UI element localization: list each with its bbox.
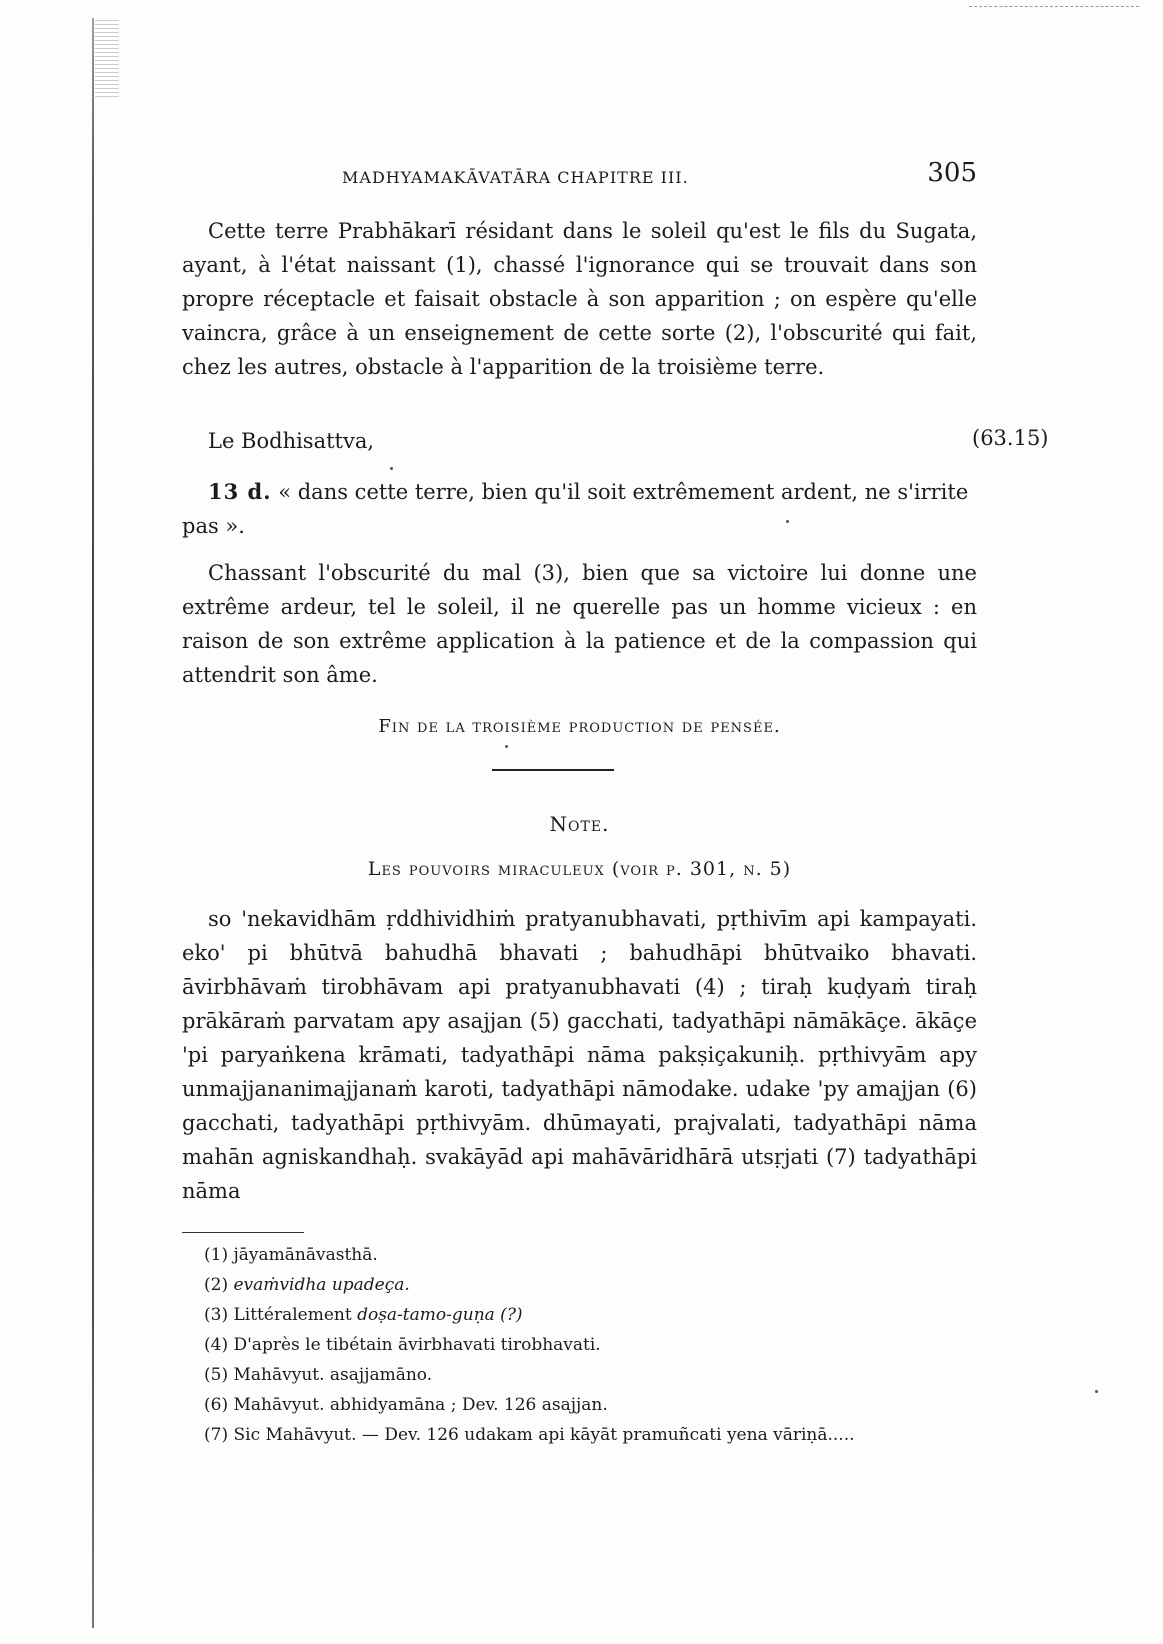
footnote-num: (4)	[204, 1335, 229, 1355]
footnote-num: (5)	[204, 1365, 229, 1385]
paragraph-3: Chassant l'obscurité du mal (3), bien que sa victoire lui donne une extrême ardeur, tel le soleil, il ne querelle pas un homme vicieux : en raison de son extrême application à la patience et de la compassion qui attendrit son âme.	[182, 561, 977, 687]
footnote-italic: doṣa-tamo-guṇa (?)	[357, 1305, 523, 1325]
footnote-2	[182, 1270, 977, 1300]
sanskrit-passage: so 'nekavidhām ṛddhividhiṁ pratyanubhavati, pṛthivīm api kampayati. eko' pi bhūtvā bahudhā bhavati ; bahudhāpi bhūtvaiko bhavati. āvirbhāvaṁ tirobhāvam api pratyanubhavati (4) ; tiraḥ kuḍyaṁ tiraḥ prākāraṁ parvatam apy asajjan (5) gacchati, tadyathāpi nāmākāçe. ākāçe 'pi paryaṅkena krāmati, tadyathāpi nāma pakṣiçakuniḥ. pṛthivyām apy unmajjananimajjanaṁ karoti, tadyathāpi nāmodake. udake 'py amajjan (6) gacchati, tadyathāpi pṛthivyām. dhūmayati, prajvalati, tadyathāpi nāma mahān agniskandhaḥ. svakāyād api mahāvāridhārā utsṛjati (7) tadyathāpi nāma	[182, 907, 977, 1203]
verse-number: 13 d.	[208, 479, 272, 504]
scan-smudge	[95, 20, 119, 100]
footnote-text: D'après le tibétain āvirbhavati tirobhavati.	[233, 1335, 601, 1355]
page-number: 305	[927, 158, 977, 188]
end-of-chapter-title: Fin de la troisième production de pensée.	[378, 716, 781, 737]
bodhisattva-line: Le Bodhisattva,	[208, 429, 375, 453]
footnote-text: Littéralement	[233, 1305, 352, 1325]
scan-speck	[786, 520, 789, 523]
footnote-num: (6)	[204, 1395, 229, 1415]
footnote-rule	[182, 1232, 304, 1233]
footnote-text: jāyamānāvasthā.	[233, 1245, 378, 1265]
running-header	[182, 158, 977, 198]
scan-binding-edge	[92, 18, 94, 1628]
footnote-num: (3)	[204, 1305, 229, 1325]
footnote-text: Mahāvyut. abhidyamāna ; Dev. 126 asajjan.	[233, 1395, 608, 1415]
footnote-num: (2)	[204, 1275, 229, 1295]
margin-reference: (63.15)	[972, 426, 1049, 450]
footnote-text: Mahāvyut. asajjamāno.	[233, 1365, 433, 1385]
footnote-7	[182, 1420, 977, 1450]
footnote-1	[182, 1240, 977, 1270]
footnote-4	[182, 1330, 977, 1360]
scan-speck	[390, 467, 393, 470]
paragraph-1: Cette terre Prabhākarī résidant dans le soleil qu'est le fils du Sugata, ayant, à l'état naissant (1), chassé l'ignorance qui se trouvait dans son propre réceptacle et faisait obstacle à son apparition ; on espère qu'elle vaincra, grâce à un enseignement de cette sorte (2), l'obscurité qui fait, chez les autres, obstacle à l'apparition de la troisième terre.	[182, 219, 977, 379]
running-title: MADHYAMAKĀVATĀRA CHAPITRE III.	[342, 168, 689, 187]
note-subtitle: Les pouvoirs miraculeux (voir p. 301, n. 5)	[367, 858, 792, 880]
footnote-text: evaṁvidha upadeça.	[233, 1275, 410, 1295]
footnote-num: (1)	[204, 1245, 229, 1265]
note-title: Note.	[549, 812, 610, 836]
footnotes	[182, 1240, 977, 1450]
scan-top-line	[969, 6, 1139, 7]
footnote-5	[182, 1360, 977, 1390]
footnote-text: Sic Mahāvyut. — Dev. 126 udakam api kāyāt pramuñcati yena vāriṇā.....	[233, 1425, 855, 1445]
scan-speck	[505, 745, 508, 748]
verse-13d	[182, 475, 977, 543]
footnote-6	[182, 1390, 977, 1420]
footnote-3	[182, 1300, 977, 1330]
scan-speck	[1095, 1390, 1098, 1393]
verse-text: « dans cette terre, bien qu'il soit extrêmement ardent, ne s'irrite pas ».	[182, 480, 969, 538]
footnote-num: (7)	[204, 1425, 229, 1445]
section-divider	[492, 769, 614, 771]
